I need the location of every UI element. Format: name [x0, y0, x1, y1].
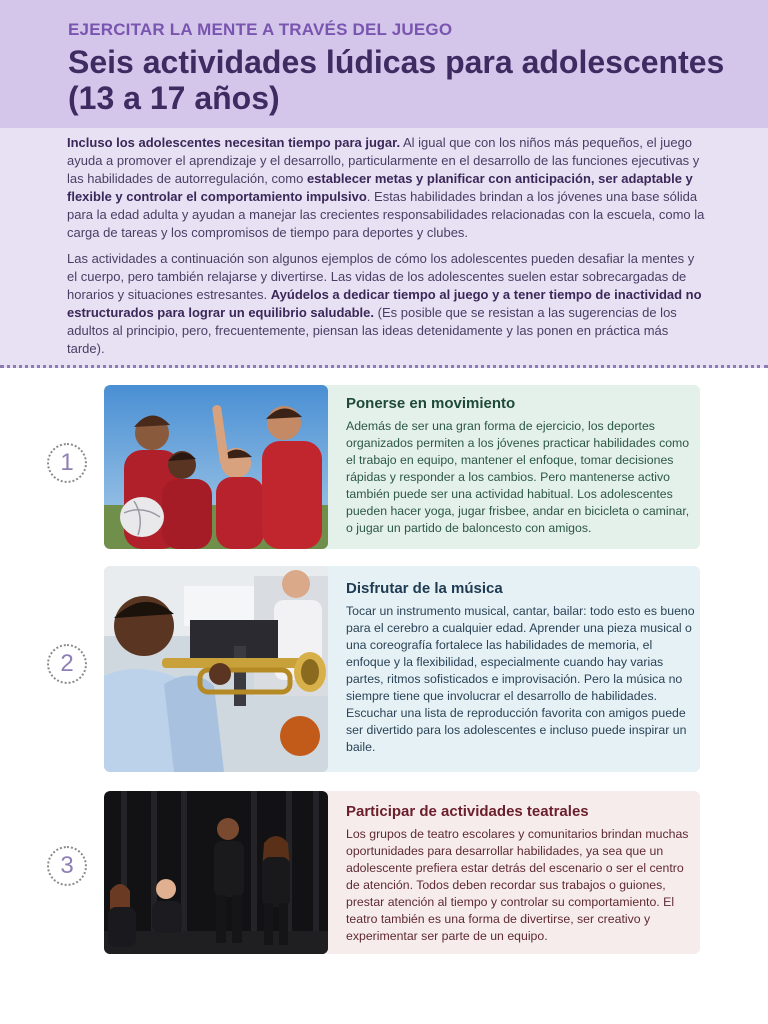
activity-number-1: 1 — [47, 443, 87, 483]
activity-title: Ponerse en movimiento — [346, 395, 516, 412]
text-run: Al igual que con los niños más pequeños, el juego ayuda a promover el aprendizaje y el desarrollo, particularmente en el desarrollo de las funciones ejecutivas y las habilidades de autorregulación, como — [67, 135, 700, 186]
page-title: Seis actividades lúdicas para adolescentes (13 a 17 años) — [68, 44, 725, 116]
intro-paragraph-1 — [67, 134, 707, 242]
activity-card-music — [104, 566, 700, 772]
bold-text-run: Incluso los adolescentes necesitan tiempo para jugar. — [67, 135, 401, 150]
text-run: (Es posible que se resistan a las sugerencias de los adultos al principio, pero, frecuentemente, piensan las ideas detenidamente y las ponen en práctica más tarde). — [67, 305, 677, 356]
intro-paragraph-2 — [67, 250, 707, 358]
trumpet-player-photo — [104, 566, 328, 772]
section-kicker: EJERCITAR LA MENTE A TRAVÉS DEL JUEGO — [68, 20, 453, 39]
page-header — [0, 0, 768, 128]
theater-group-photo — [104, 791, 328, 954]
activity-description: Los grupos de teatro escolares y comunitarios brindan muchas oportunidades para desarrollar habilidades, ya sea que un adolescente prefiera estar detrás del escenario o ser el centro de atención. Todos deben recordar sus trabajos o guiones, prestar atención al tiempo y controlar su comportamiento. El teatro también es una forma de divertirse, ser creativo y experimentar ser parte de un equipo. — [346, 827, 689, 943]
activity-card-theater — [104, 791, 700, 954]
intro-text — [67, 134, 707, 366]
activity-number-2: 2 — [47, 644, 87, 684]
activity-card-movement — [104, 385, 700, 549]
sports-team-photo — [104, 385, 328, 549]
activity-content — [346, 385, 696, 537]
activity-description: Tocar un instrumento musical, cantar, bailar: todo esto es bueno para el cerebro a cualquier edad. Aprender una pieza musical o una coreografía fortalece las habilidades de memoria, el enfoque y la flexibilidad, especialmente cuando hay varias partes, ritmos sofisticados e improvisación. Pero la música no siempre tiene que involucrar el desarrollo de habilidades. Escuchar una lista de reproducción favorita con amigos puede ser divertido para los adolescentes e incluso puede inspirar un baile. — [346, 604, 695, 754]
activity-content — [346, 791, 696, 945]
activity-description: Además de ser una gran forma de ejercicio, los deportes organizados permiten a los jóvenes practicar habilidades como el trabajo en equipo, mantener el enfoque, tomar decisiones rápidas y responder a los cambios. Pero mantenerse activo también puede ser una actividad habitual. Los adolescentes pueden hacer yoga, jugar frisbee, andar en bicicleta o caminar, o jugar un partido de baloncesto con amigos. — [346, 419, 690, 535]
dotted-divider — [0, 365, 768, 368]
text-run: . Estas habilidades brindan a los jóvenes una base sólida para la edad adulta y ayudan a manejar las crecientes responsabilidades relacionadas con la escuela, como la carga de tareas y los compromisos de tiempo para deportes y clubes. — [67, 189, 705, 240]
text-run: Las actividades a continuación son algunos ejemplos de cómo los adolescentes pueden desafiar la mentes y el cuerpo, pero también relajarse y divertirse. Las vidas de los adolescentes suelen estar sobrecargadas de horarios y situaciones estresantes. — [67, 251, 695, 302]
activity-content — [346, 566, 696, 756]
activity-title: Disfrutar de la música — [346, 580, 503, 597]
bold-text-run: Ayúdelos a dedicar tiempo al juego y a tener tiempo de inactividad no estructurados para lograr un equilibrio saludable. — [67, 287, 702, 320]
bold-text-run: establecer metas y planificar con anticipación, ser adaptable y flexible y controlar el comportamiento impulsivo — [67, 171, 693, 204]
activity-number-3: 3 — [47, 846, 87, 886]
activity-title: Participar de actividades teatrales — [346, 803, 589, 820]
